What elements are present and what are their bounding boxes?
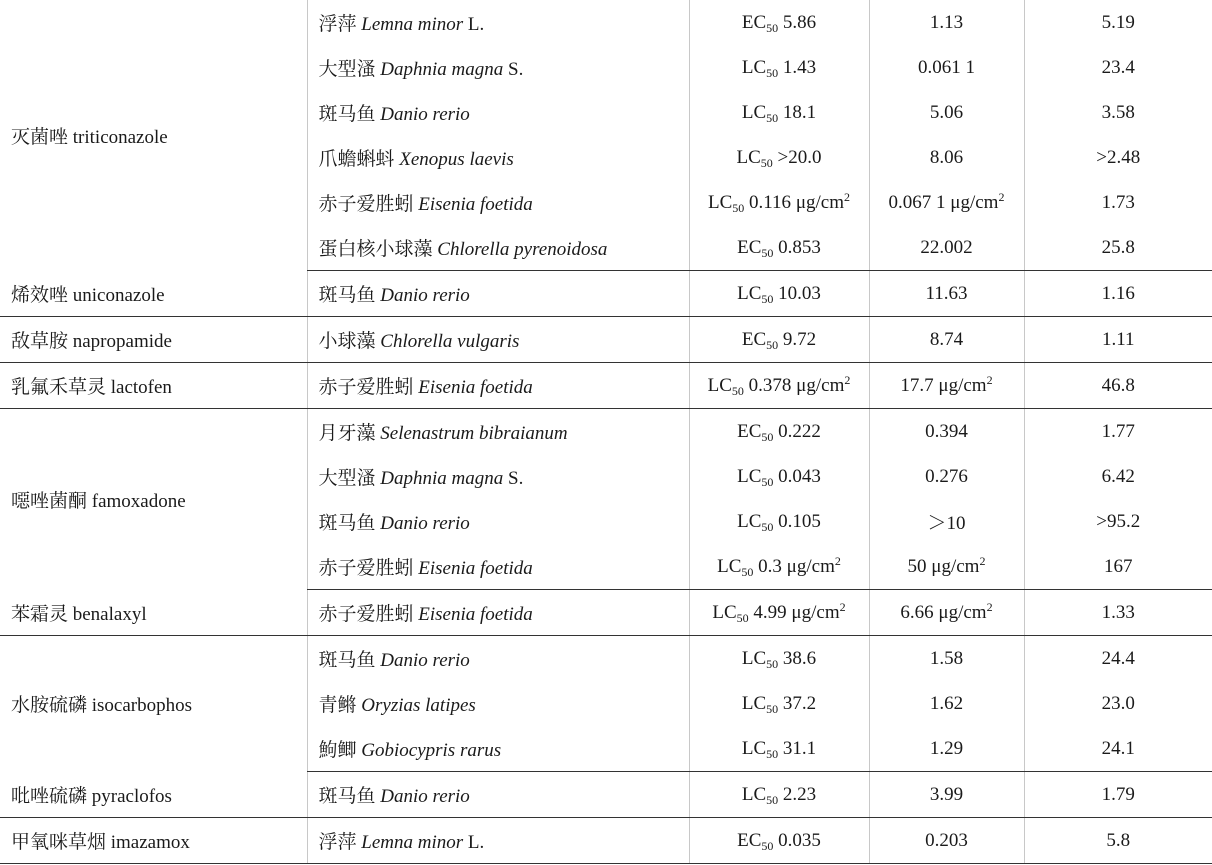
organism-cell [307,454,689,499]
endpoint-subscript: 50 [761,291,774,306]
organism-cell [307,363,689,409]
organism-cell [307,90,689,135]
endpoint-subscript: 50 [761,474,774,489]
endpoint-label: LC [741,647,767,669]
endpoint-label: LC [741,56,767,78]
organism-common-name: 赤子爱胜蚓 [318,604,414,625]
organism-scientific-name: Eisenia foetida [418,558,533,579]
unit-superscript: 2 [986,372,993,387]
endpoint-subscript: 50 [741,564,754,579]
organism-scientific-name: Danio rerio [380,104,470,125]
toxicity-value: 0.116 [749,191,792,213]
toxicity-value-cell [689,225,869,271]
endpoint-subscript: 50 [766,20,779,35]
organism-scientific-name: Danio rerio [380,513,470,534]
endpoint-label: LC [737,510,762,532]
concentration-value: 3.99 [929,783,964,805]
organism-scientific-name: Xenopus laevis [399,149,514,170]
endpoint-label: LC [737,465,762,487]
ratio-cell: 1.33 [1024,590,1212,636]
toxicity-value: 37.2 [782,692,817,714]
concentration-cell [869,363,1024,409]
pesticide-name-cell: 敌草胺 napropamide [0,317,307,363]
concentration-value: 22.002 [920,236,973,258]
toxicity-unit: μg/cm [796,374,845,396]
toxicity-value-cell [689,544,869,590]
concentration-cell [869,180,1024,225]
toxicity-value: 0.043 [778,465,821,487]
endpoint-subscript: 50 [761,838,774,853]
organism-common-name: 赤子爱胜蚓 [318,377,414,398]
endpoint-label: LC [736,146,761,168]
concentration-value: 8.74 [929,328,964,350]
endpoint-subscript: 50 [761,245,774,260]
concentration-cell [869,818,1024,864]
concentration-value: 0.061 1 [918,56,975,78]
organism-scientific-name: Daphnia magna [380,59,504,80]
concentration-cell [869,225,1024,271]
organism-common-name: 爪蟾蝌蚪 [318,149,395,170]
pesticide-name-cell: 苯霜灵 benalaxyl [0,590,307,636]
organism-scientific-name: Chlorella vulgaris [380,331,520,352]
organism-scientific-name: Oryzias latipes [361,695,476,716]
organism-scientific-name: Lemna minor [361,14,464,35]
organism-common-name: 浮萍 [318,832,357,853]
ratio-cell: 1.79 [1024,772,1212,818]
ratio-cell: >95.2 [1024,499,1212,544]
endpoint-label: LC [712,601,737,623]
table-row [0,0,1212,45]
concentration-value: 0.067 1 [888,191,946,213]
toxicity-value-cell [689,90,869,135]
toxicity-unit: μg/cm [791,601,840,623]
concentration-value: 0.276 [925,465,968,487]
organism-common-name: 斑马鱼 [318,786,376,807]
toxicity-value-cell [689,180,869,225]
organism-common-name: 大型溞 [318,59,376,80]
endpoint-label: EC [737,236,762,258]
concentration-cell [869,135,1024,180]
endpoint-label: EC [741,328,767,350]
toxicity-value-cell [689,499,869,544]
pesticide-name-cell: 噁唑菌酮 famoxadone [11,490,186,512]
organism-scientific-name: Eisenia foetida [418,377,533,398]
concentration-value: 5.06 [929,101,964,123]
table-row [0,409,1212,455]
endpoint-label: LC [741,783,767,805]
toxicity-value: >20.0 [777,146,822,168]
endpoint-label: EC [737,420,762,442]
organism-common-name: 斑马鱼 [318,513,376,534]
endpoint-label: LC [707,374,732,396]
toxicity-value-cell [689,590,869,636]
organism-scientific-name: Selenastrum bibraianum [380,423,568,444]
toxicity-value: 10.03 [778,282,821,304]
organism-scientific-name: Danio rerio [380,786,470,807]
table-row [0,271,1212,317]
concentration-value: 11.63 [925,282,968,304]
organism-scientific-name: Eisenia foetida [418,604,533,625]
organism-common-name: 浮萍 [318,14,357,35]
organism-cell [307,271,689,317]
organism-common-name: 青鳉 [318,695,357,716]
toxicity-value-cell [689,409,869,455]
unit-superscript: 2 [834,553,841,568]
organism-scientific-name: Chlorella pyrenoidosa [437,239,608,260]
toxicity-value-cell [689,772,869,818]
ratio-cell: 46.8 [1024,363,1212,409]
organism-cell [307,180,689,225]
pesticide-name-cell: 甲氧咪草烟 imazamox [0,818,307,864]
ratio-cell: 24.4 [1024,636,1212,682]
concentration-cell [869,544,1024,590]
concentration-cell [869,271,1024,317]
concentration-cell [869,636,1024,682]
concentration-cell [869,0,1024,45]
organism-cell [307,409,689,455]
organism-cell [307,544,689,590]
concentration-value: 1.29 [929,737,964,759]
organism-scientific-name: Danio rerio [380,285,470,306]
unit-superscript: 2 [839,599,846,614]
organism-common-name: 大型溞 [318,468,376,489]
organism-cell [307,590,689,636]
pesticide-name-cell: 灭菌唑 triticonazole [11,126,168,148]
pesticide-name-cell: 乳氟禾草灵 lactofen [0,363,307,409]
organism-cell [307,135,689,180]
organism-authority: L. [467,832,485,853]
concentration-value: 50 [907,555,927,577]
unit-superscript: 2 [998,189,1005,204]
endpoint-subscript: 50 [766,65,779,80]
concentration-value: 17.7 [900,374,934,396]
concentration-cell [869,499,1024,544]
organism-cell [307,317,689,363]
unit-superscript: 2 [979,553,986,568]
concentration-value: 6.66 [900,601,934,623]
organism-cell [307,636,689,682]
organism-common-name: 斑马鱼 [318,104,376,125]
ratio-cell: 167 [1024,544,1212,590]
endpoint-subscript: 50 [766,110,779,125]
organism-cell [307,772,689,818]
organism-common-name: 斑马鱼 [318,650,376,671]
endpoint-label: EC [737,829,762,851]
endpoint-label: EC [741,11,767,33]
toxicity-value: 5.86 [782,11,817,33]
endpoint-subscript: 50 [761,519,774,534]
endpoint-label: LC [737,282,762,304]
ratio-cell: 1.16 [1024,271,1212,317]
toxicity-value: 18.1 [782,101,817,123]
organism-cell [307,225,689,271]
toxicity-value: 0.222 [778,420,821,442]
concentration-cell [869,409,1024,455]
table-row [0,363,1212,409]
organism-authority: S. [508,468,524,489]
organism-scientific-name: Daphnia magna [380,468,504,489]
concentration-cell [869,772,1024,818]
table-row [0,636,1212,682]
endpoint-subscript: 50 [766,746,779,761]
concentration-cell [869,454,1024,499]
concentration-value: 0.394 [925,420,968,442]
ratio-cell: 25.8 [1024,225,1212,271]
ratio-cell: 3.58 [1024,90,1212,135]
concentration-cell [869,45,1024,90]
table-row [0,590,1212,636]
concentration-value: 1.13 [929,11,964,33]
organism-scientific-name: Lemna minor [361,832,464,853]
ratio-cell: 5.8 [1024,818,1212,864]
organism-cell [307,818,689,864]
organism-common-name: 月牙藻 [318,423,376,444]
concentration-cell [869,90,1024,135]
endpoint-label: LC [717,555,742,577]
endpoint-subscript: 50 [731,383,744,398]
concentration-unit: μg/cm [931,555,980,577]
endpoint-subscript: 50 [766,701,779,716]
unit-superscript: 2 [986,599,993,614]
organism-cell [307,499,689,544]
endpoint-subscript: 50 [732,200,745,215]
toxicity-value-cell [689,454,869,499]
toxicity-value: 1.43 [782,56,817,78]
toxicity-value-cell [689,636,869,682]
toxicity-value: 0.378 [748,374,792,396]
endpoint-subscript: 50 [760,155,773,170]
toxicity-value: 0.105 [778,510,821,532]
concentration-unit: μg/cm [938,601,987,623]
toxicity-value: 38.6 [782,647,817,669]
organism-cell [307,0,689,45]
organism-common-name: 赤子爱胜蚓 [318,194,414,215]
pesticide-name-cell: 烯效唑 uniconazole [0,271,307,317]
toxicity-unit: μg/cm [786,555,835,577]
ratio-cell: 23.4 [1024,45,1212,90]
endpoint-label: LC [741,101,767,123]
unit-superscript: 2 [844,189,850,204]
pesticide-name-cell: 水胺硫磷 isocarbophos [11,695,193,717]
organism-cell [307,45,689,90]
organism-cell [307,681,689,726]
organism-authority: S. [508,59,524,80]
toxicity-value: 9.72 [782,328,817,350]
ratio-cell: 6.42 [1024,454,1212,499]
organism-common-name: 蛋白核小球藻 [318,239,433,260]
ratio-cell: 1.73 [1024,180,1212,225]
concentration-value: 8.06 [929,146,964,168]
toxicity-value: 0.853 [778,236,821,258]
concentration-cell [869,681,1024,726]
table-row [0,772,1212,818]
ratio-cell: 24.1 [1024,726,1212,772]
toxicity-value: 4.99 [753,601,787,623]
ratio-cell: >2.48 [1024,135,1212,180]
ratio-cell: 1.77 [1024,409,1212,455]
toxicity-value: 2.23 [782,783,817,805]
pesticide-name-cell: 吡唑硫磷 pyraclofos [0,772,307,818]
organism-common-name: 鮈鲫 [318,740,357,761]
toxicity-value-cell [689,45,869,90]
concentration-unit: μg/cm [950,191,999,213]
toxicity-value: 0.035 [778,829,821,851]
toxicity-value-cell [689,726,869,772]
toxicity-value-cell [689,317,869,363]
toxicity-value-cell [689,818,869,864]
endpoint-subscript: 50 [766,656,779,671]
concentration-cell [869,590,1024,636]
toxicity-value-cell [689,0,869,45]
table-row [0,818,1212,864]
organism-scientific-name: Gobiocypris rarus [361,740,502,761]
toxicity-value-cell [689,271,869,317]
concentration-value: 1.62 [929,692,964,714]
endpoint-subscript: 50 [766,337,779,352]
endpoint-label: LC [741,737,767,759]
toxicity-value-cell [689,681,869,726]
endpoint-subscript: 50 [761,429,774,444]
organism-scientific-name: Danio rerio [380,650,470,671]
organism-common-name: 小球藻 [318,331,376,352]
organism-authority: L. [467,14,485,35]
table-row [0,317,1212,363]
ratio-cell: 23.0 [1024,681,1212,726]
concentration-value: 0.203 [925,829,968,851]
endpoint-subscript: 50 [736,610,749,625]
ratio-cell: 1.11 [1024,317,1212,363]
toxicity-value-cell [689,135,869,180]
endpoint-subscript: 50 [766,792,779,807]
toxicity-value: 31.1 [782,737,817,759]
toxicity-value: 0.3 [758,555,782,577]
toxicity-unit: μg/cm [795,191,844,213]
concentration-cell [869,726,1024,772]
concentration-value: 1.58 [929,647,964,669]
organism-scientific-name: Eisenia foetida [418,194,533,215]
organism-common-name: 赤子爱胜蚓 [318,558,414,579]
unit-superscript: 2 [844,372,851,387]
organism-common-name: 斑马鱼 [318,285,376,306]
ratio-cell: 5.19 [1024,0,1212,45]
endpoint-label: LC [707,191,733,213]
organism-cell [307,726,689,772]
concentration-unit: μg/cm [938,374,987,396]
concentration-value: ＞10 [927,513,966,534]
concentration-cell [869,317,1024,363]
toxicity-value-cell [689,363,869,409]
endpoint-label: LC [741,692,767,714]
